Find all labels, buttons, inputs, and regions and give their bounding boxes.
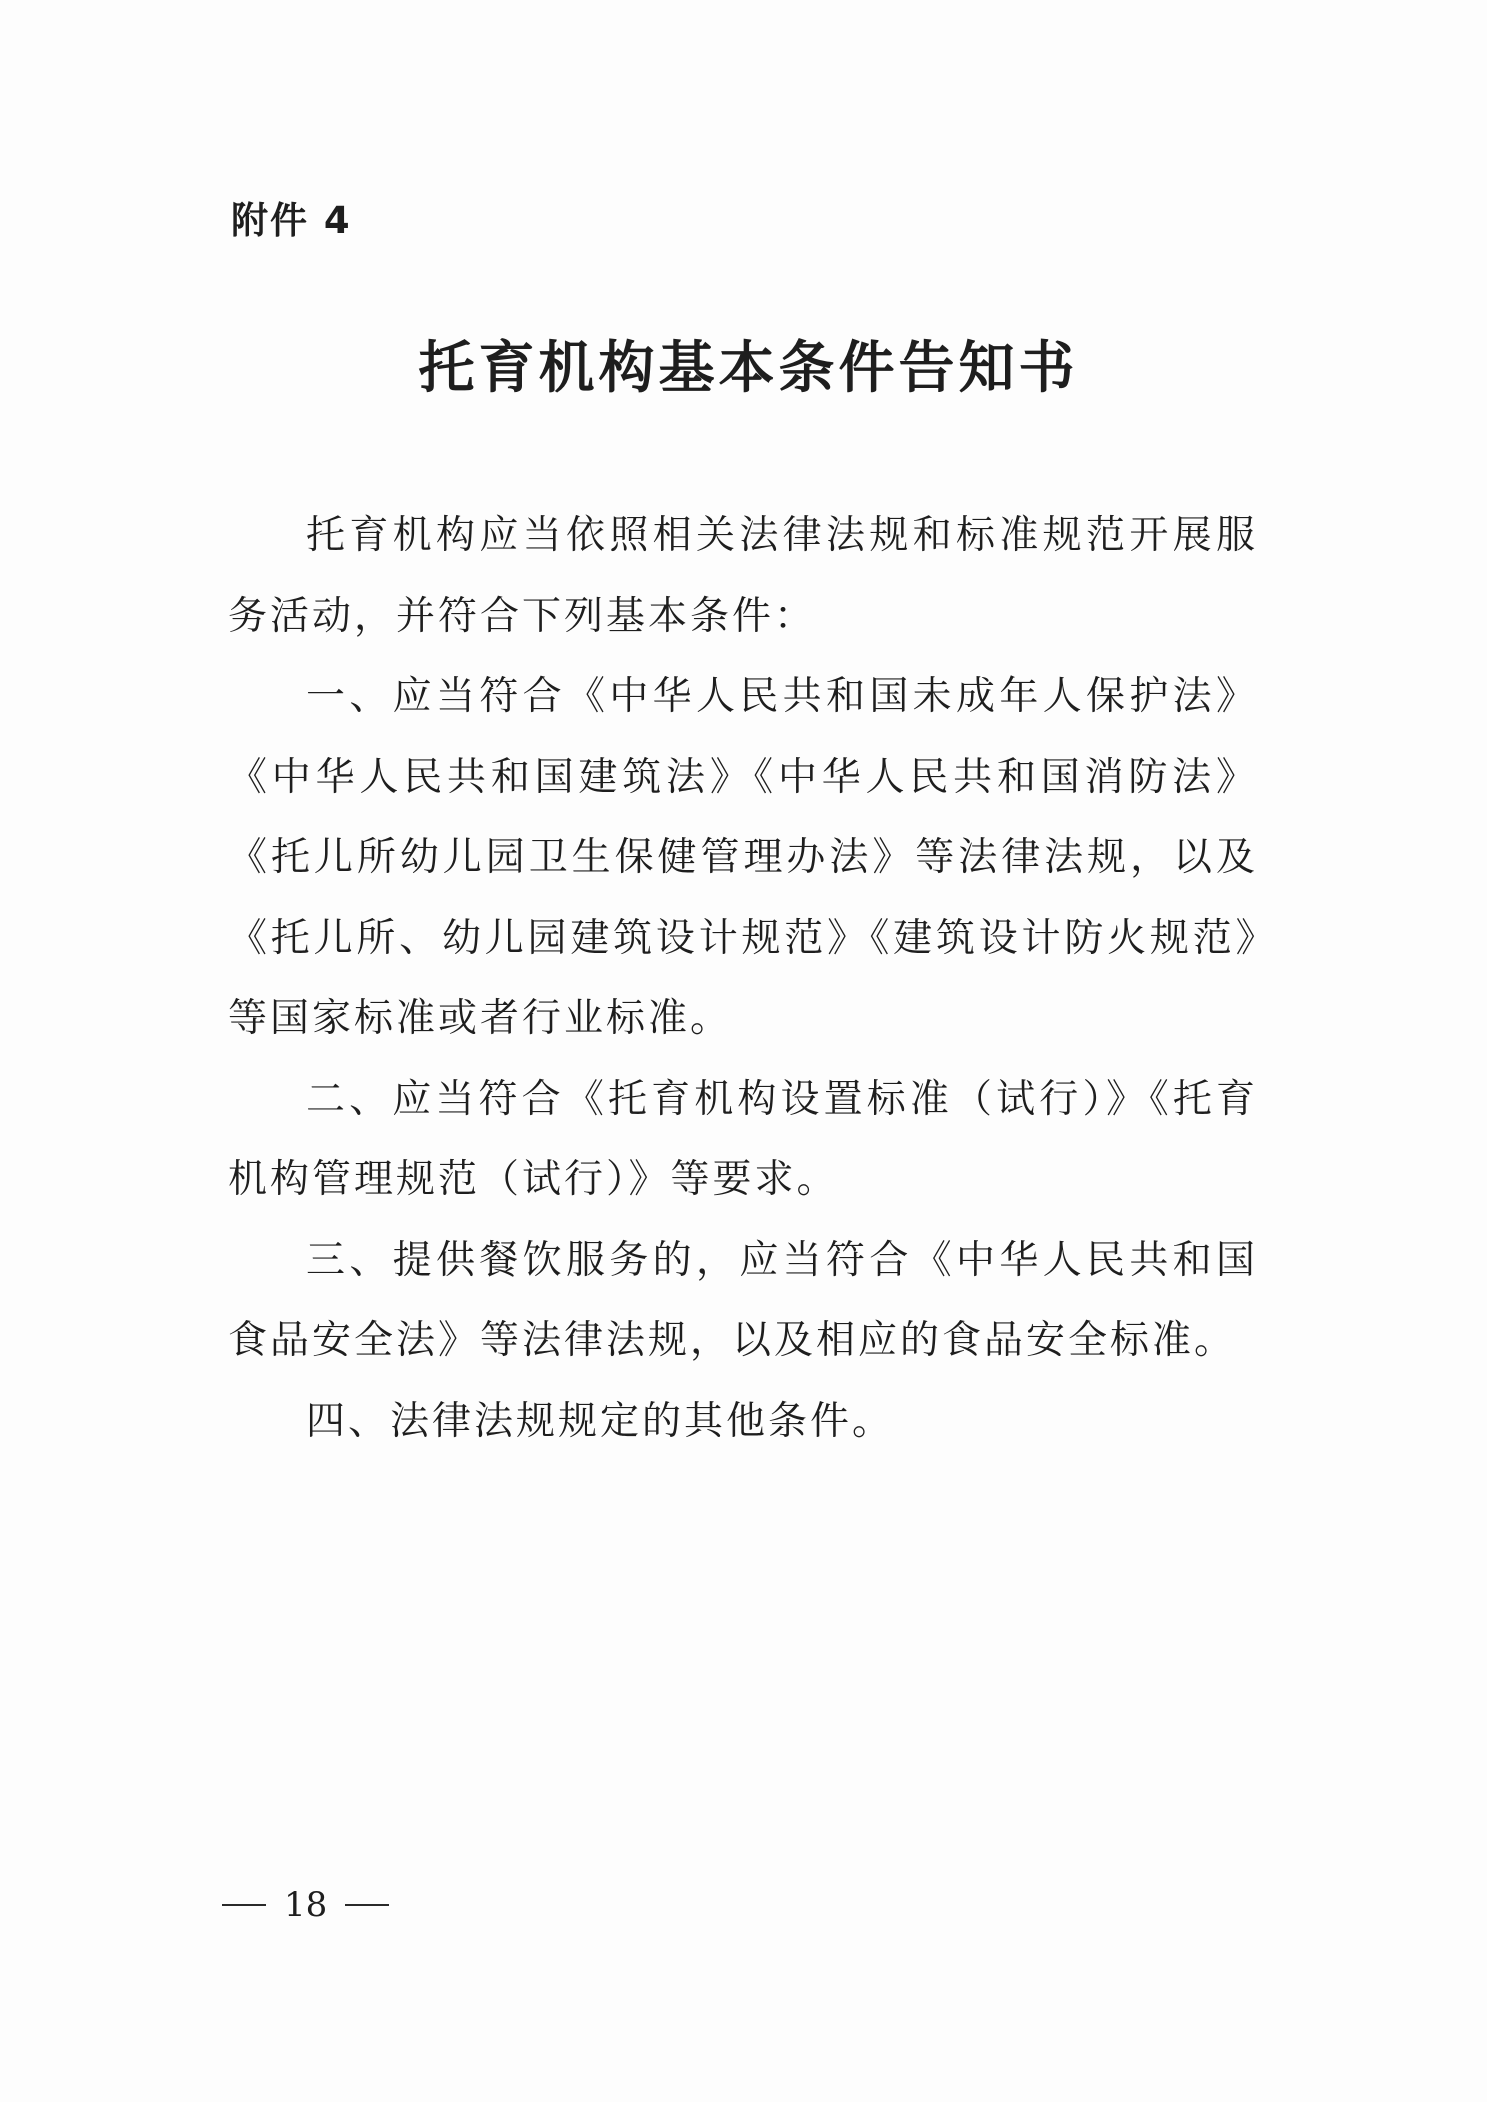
condition-paragraph-1: 一、应当符合《中华人民共和国未成年人保护法》《中华人民共和国建筑法》《中华人民共和国消防法》《托儿所幼儿园卫生保健管理办法》等法律法规，以及《托儿所、幼儿园建筑设计规范》《建筑设计防火规范》等国家标准或者行业标准。 bbox=[228, 674, 1258, 1041]
condition-paragraph-4: 四、法律法规规定的其他条件。 bbox=[306, 1398, 895, 1444]
intro-paragraph: 托育机构应当依照相关法律法规和标准规范开展服务活动，并符合下列基本条件： bbox=[228, 513, 1258, 639]
left-dash-divider bbox=[222, 1904, 266, 1906]
right-dash-divider bbox=[345, 1904, 389, 1906]
attachment-label: 附件 4 bbox=[231, 199, 352, 242]
page-number: 18 bbox=[284, 1885, 328, 1925]
document-title: 托育机构基本条件告知书 bbox=[418, 336, 1079, 401]
condition-paragraph-2: 二、应当符合《托育机构设置标准（试行）》《托育机构管理规范（试行）》等要求。 bbox=[228, 1076, 1258, 1202]
condition-paragraph-3: 三、提供餐饮服务的，应当符合《中华人民共和国食品安全法》等法律法规，以及相应的食品安全标准。 bbox=[228, 1237, 1258, 1363]
document-body bbox=[228, 496, 1258, 1462]
page-footer bbox=[222, 1885, 389, 1925]
